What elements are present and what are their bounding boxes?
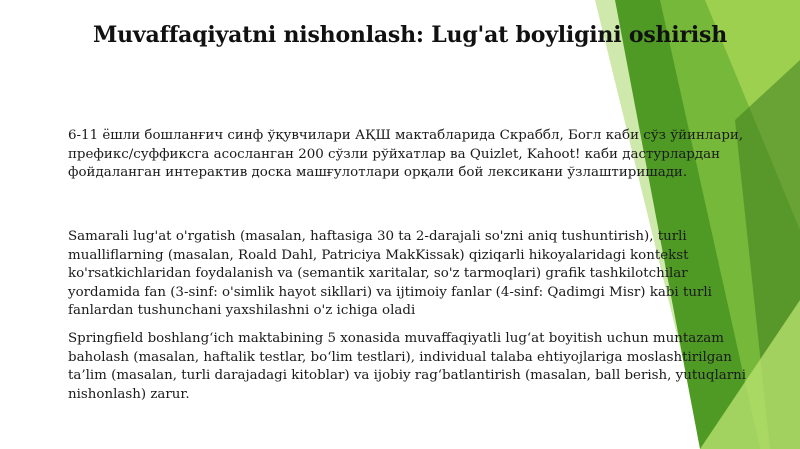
- slide-title: Muvaffaqiyatni nishonlash: Lug'at boyligini oshirish: [92, 22, 727, 48]
- paragraph-games: 6-11 ёшли бошланғич синф ўқувчилари АҚШ мактабларида Скраббл, Богл каби сўз ўйинлари, префикс/суффиксга асосланган 200 сўзли рўйхатлар ва Quizlet, Kahoot! каби дастурлардан фойдаланган интерактив доска машғулотлари орқали бой лексикани ўзлаштиришади.: [68, 128, 744, 180]
- paragraph-assessment: Springfield boshlang‘ich maktabining 5 xonasida muvaffaqiyatli lug‘at boyitish uchun muntazam baholash (masalan, haftalik testlar, bo‘lim testlari), individual talaba ehtiyojlariga moslashtirilgan ta’lim (masalan, turli darajadagi kitoblar) va ijobiy rag‘batlantirish (masalan, ball berish, yutuqlarni nishonlash) zarur.: [68, 331, 747, 402]
- paragraph-teaching: Samarali lug'at o'rgatish (masalan, haftasiga 30 ta 2-darajali so'zni aniq tushuntirish), turli mualliflarning (masalan, Roald Dahl, Patriciya MakKissak) qiziqarli hikoyalaridagi kontekst ko'rsatkichlaridan foydalanish va (semantik xaritalar, so'z tarmoqlari) grafik tashkilotchilar yordamida fan (3-sinf: o'simlik hayot sikllari) va ijtimoiy fanlar (4-sinf: Qadimgi Misr) kabi turli fanlardan tushunchani yaxshilashni o'z ichiga oladi: [68, 229, 712, 318]
